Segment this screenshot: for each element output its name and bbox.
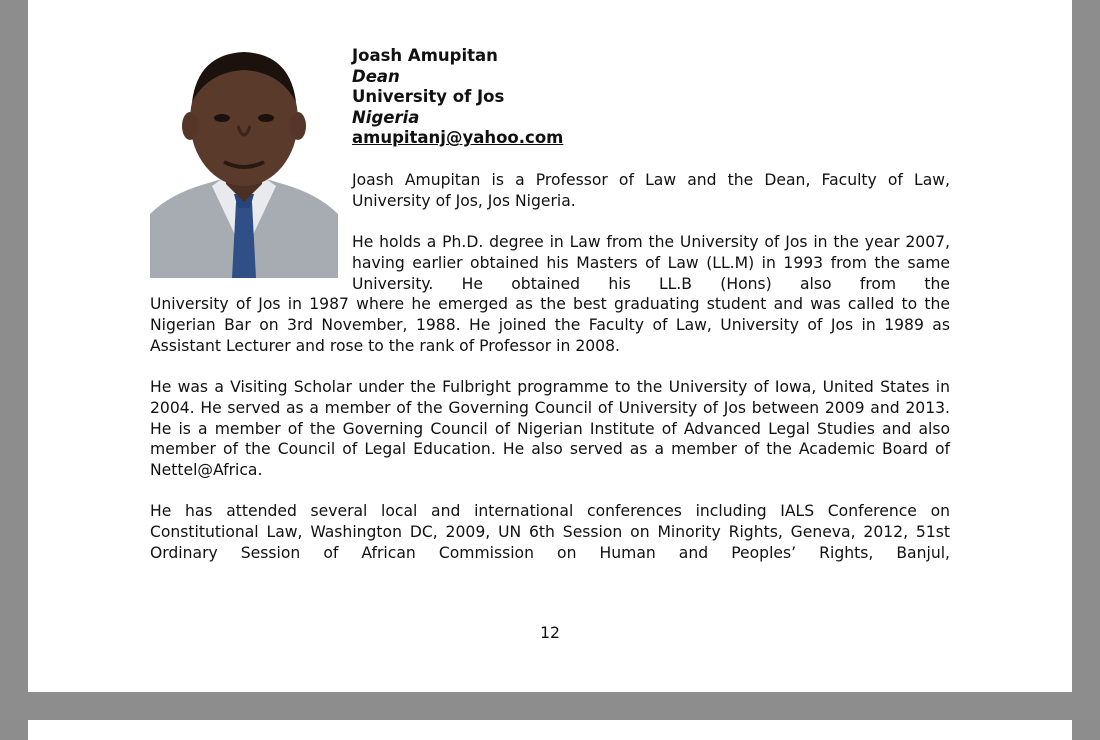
name-heading: Joash Amupitan <box>352 46 498 65</box>
bio-paragraph-2-lower: University of Jos in 1987 where he emerged as the best graduating student and was called to the Nigerian Bar on 3rd November, 1988. He joined the Faculty of Law, University of Jos in 1989 as Assistant Lecturer and rose to the rank of Professor in 2008. <box>150 295 950 355</box>
bio-paragraph-1: Joash Amupitan is a Professor of Law and the Dean, Faculty of Law, University of Jos, Jos Nigeria. <box>352 171 950 210</box>
page-number: 12 <box>540 624 560 642</box>
contact-block <box>352 46 563 149</box>
bio-paragraph-4: He has attended several local and international conferences including IALS Conference on Constitutional Law, Washington DC, 2009, UN 6th Session on Minority Rights, Geneva, 2012, 51st Ordinary Session of African Commission on Human and Peoples’ Rights, Banjul, <box>150 502 950 562</box>
portrait-photo <box>150 44 338 278</box>
institution-name: University of Jos <box>352 87 505 107</box>
email-link[interactable]: amupitanj@yahoo.com <box>352 128 564 148</box>
bio-paragraph-2-upper: He holds a Ph.D. degree in Law from the University of Jos in the year 2007, having earlier obtained his Masters of Law (LL.M) in 1993 from the same University. He obtained his LL.B (Hons) also from the <box>352 233 950 293</box>
position-title: Dean <box>352 66 400 86</box>
country-name: Nigeria <box>352 107 420 127</box>
document-page <box>28 0 1072 692</box>
next-page-edge <box>28 720 1072 740</box>
bio-paragraph-3: He was a Visiting Scholar under the Fulbright programme to the University of Iowa, United States in 2004. He served as a member of the Governing Council of University of Jos between 2009 and 2013. He is a member of the Governing Council of Nigerian Institute of Advanced Legal Studies and also member of the Council of Legal Education. He also served as a member of the Academic Board of Nettel@Africa. <box>150 378 950 480</box>
portrait-illustration <box>150 44 338 278</box>
